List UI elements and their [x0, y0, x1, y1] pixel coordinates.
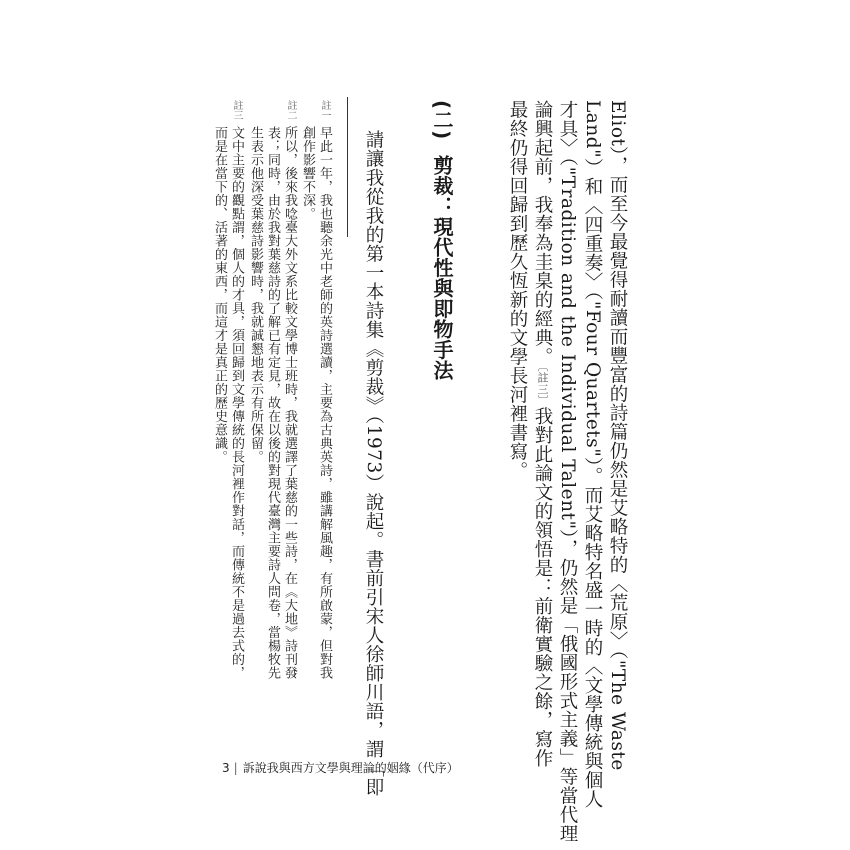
inline-note-marker: 〔註三〕: [536, 366, 549, 407]
note-label-2: 註二: [285, 100, 296, 120]
body-line-3: 才具〉（"Tradition and the Individual Talent"），仍然是「俄國形式主義」等當代理: [557, 100, 578, 844]
note-label-3: 註三: [231, 100, 242, 120]
body-line-1: Eliot），而至今最覺得耐讀而豐富的詩篇仍然是艾略特的〈荒原〉（"The Waste: [607, 100, 628, 771]
note-3-line-1: 文中主要的觀點謂，個人的才具，須回歸到文學傳統的長河裡作對話，而傳統不是過去式的，: [229, 126, 244, 680]
body-line-4-tail: 我對此論文的領悟是：前衛實驗之餘，寫作: [532, 406, 553, 768]
section-title: 剪裁：現代性與即物手法: [430, 155, 454, 381]
footer-title: 訴說我與西方文學與理論的姻緣（代序）: [242, 761, 459, 775]
note-2-line-3: 生表示他深受葉慈詩影響時，我就誠懇地表示有所保留。: [248, 126, 263, 464]
note-1-line-2: 創作影響不深。: [300, 126, 315, 221]
note-2-line-2: 表；同時，由於我對葉慈詩的了解已有定見，故在以後的對現代臺灣主要詩人問卷，當楊牧先: [265, 126, 280, 680]
body-line-5: 最終仍得回歸到歷久恆新的文學長河裡書寫。: [507, 100, 528, 480]
note-label-1: 註一: [319, 100, 330, 120]
section-heading: [430, 100, 454, 381]
footnote-rule: [347, 97, 348, 237]
running-footer: [222, 759, 459, 776]
note-3-line-2: 而是在當下的、活著的東西，而這才是真正的歷史意識。: [212, 126, 227, 464]
footer-separator: |: [233, 761, 238, 775]
note-1-line-1: 早此一年，我也聽余光中老師的英詩選讀，主要為古典英詩，雖講解風趣，有所啟蒙，但對我: [317, 126, 332, 680]
section-number: (二): [430, 100, 454, 140]
note-2-line-1: 所以，後來我唸臺大外文系比較文學博士班時，我就選譯了葉慈的一些詩，在《大地》詩刊發: [282, 126, 297, 680]
body-line-4: [531, 100, 553, 768]
body-line-2: Land"）和〈四重奏〉（"Four Quartets"）。而艾略特名盛一時的〈文學傳統與個人: [582, 100, 603, 809]
intro-line: 請讓我從我的第一本詩集《剪裁》（1973）說起。書前引宋人徐師川語，謂「即: [363, 130, 384, 797]
page-number: 3: [222, 761, 230, 775]
body-line-4-text: 論興起前，我奉為圭臬的經典。: [532, 100, 553, 366]
